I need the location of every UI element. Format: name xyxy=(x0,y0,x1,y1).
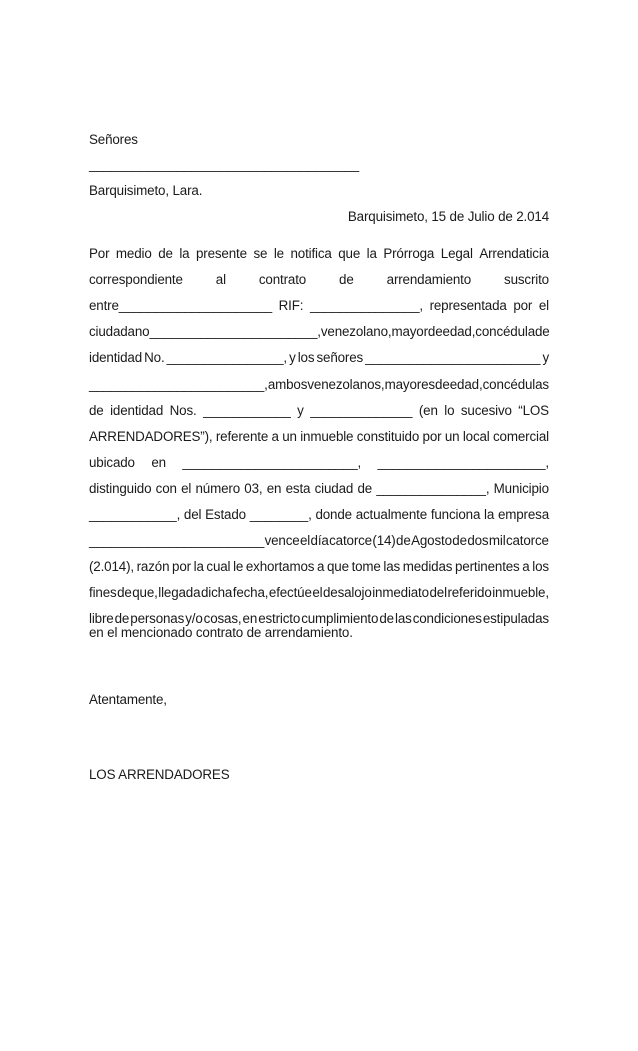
body-word: RIF: xyxy=(278,298,304,314)
body-word: el xyxy=(312,585,323,601)
body-line xyxy=(89,455,549,471)
body-word: se xyxy=(253,246,268,261)
body-word: Prórroga xyxy=(383,246,435,261)
body-word: distinguido xyxy=(89,480,152,496)
body-word: correspondiente xyxy=(89,272,183,288)
body-word: de xyxy=(357,480,373,496)
body-line xyxy=(89,403,549,419)
body-word: cual xyxy=(206,559,231,575)
body-line xyxy=(89,507,549,523)
body-word: por xyxy=(172,559,191,575)
body-line xyxy=(89,429,549,445)
body-word: dos xyxy=(467,533,489,549)
body-word: ubicado xyxy=(89,454,135,470)
body-line xyxy=(89,350,549,366)
body-word: entre_____________________ xyxy=(89,298,273,314)
body-word: señores xyxy=(316,350,364,366)
body-word: en xyxy=(266,480,282,496)
body-word: desalojo xyxy=(322,585,372,601)
body-word: en xyxy=(151,454,166,470)
body-word: ciudad xyxy=(314,480,354,496)
body-word: personas xyxy=(130,611,185,627)
body-word: los xyxy=(297,350,315,366)
body-word: _______________________, xyxy=(377,454,549,470)
body-word: suscrito xyxy=(504,272,549,288)
body-word: catorce xyxy=(329,533,372,549)
body-word: lo xyxy=(444,402,455,418)
body-word: de xyxy=(89,402,104,418)
body-word: empresa xyxy=(497,507,549,522)
body-line xyxy=(89,298,549,314)
body-line xyxy=(89,585,549,601)
body-word: las xyxy=(395,611,412,627)
body-word: libre xyxy=(89,611,114,627)
body-word: Agosto xyxy=(411,533,452,549)
body-word: ambos xyxy=(267,376,308,392)
body-word: ________________________ xyxy=(89,533,265,549)
city-address: Barquisimeto, Lara. xyxy=(89,183,203,198)
body-word: de xyxy=(427,324,443,340)
recipient-blank: _____________________________________ xyxy=(89,157,359,172)
body-word: ______________ xyxy=(310,402,413,418)
body-word: condiciones xyxy=(412,611,482,627)
body-word: constituido xyxy=(356,428,420,444)
body-word: con xyxy=(482,376,504,392)
body-word: inmueble xyxy=(300,428,354,444)
body-word: y xyxy=(542,350,549,366)
body-word: catorce xyxy=(505,533,549,549)
body-word: de xyxy=(158,246,173,261)
body-word: y xyxy=(289,350,296,366)
body-word: ciudadano xyxy=(89,324,150,340)
body-word: de xyxy=(339,272,354,288)
body-word: día xyxy=(310,533,329,549)
body-word: de xyxy=(535,324,550,340)
body-word: ____________ xyxy=(203,402,291,418)
body-word: funciona xyxy=(430,507,481,522)
body-word: edad, xyxy=(442,324,476,340)
body-word: por xyxy=(513,298,533,314)
body-word: ________________________, xyxy=(182,454,362,470)
body-word: Nos. xyxy=(169,402,197,418)
body-word: ________________________ xyxy=(365,350,541,366)
body-word: por xyxy=(422,428,442,444)
body-word: estipuladas xyxy=(482,611,549,627)
body-word: mil xyxy=(488,533,506,549)
body-word: (2.014), xyxy=(89,559,134,575)
body-word: el xyxy=(538,298,549,314)
salutation: Señores xyxy=(89,132,138,147)
body-word: ________________________, xyxy=(89,376,268,392)
body-word: del xyxy=(183,507,202,522)
body-word: le xyxy=(233,559,244,575)
body-word: ARRENDADORES”), xyxy=(89,428,213,444)
body-word: No. xyxy=(144,350,165,366)
body-word: fecha, xyxy=(232,585,269,601)
body-word: Legal xyxy=(440,246,473,261)
body-word: y xyxy=(297,402,304,418)
body-word: razón xyxy=(136,559,170,575)
body-word: contrato xyxy=(258,272,307,288)
body-word: al xyxy=(215,272,226,288)
body-word: vence xyxy=(264,533,300,549)
body-word: mayor xyxy=(391,324,428,340)
body-word: a xyxy=(317,559,325,575)
closing: Atentamente, xyxy=(89,692,167,707)
body-word: con xyxy=(475,324,497,340)
body-word: la xyxy=(179,246,190,261)
body-word: estricto xyxy=(258,611,301,627)
body-word: referido xyxy=(447,585,492,601)
body-word: venezolano, xyxy=(320,324,392,340)
body-word: ____________, xyxy=(89,507,181,522)
body-word: ________________, xyxy=(166,350,287,366)
body-word: tome xyxy=(351,559,381,575)
body-word: llegada xyxy=(158,585,201,601)
body-word: el xyxy=(181,480,192,496)
body-word: cédula xyxy=(496,324,535,340)
body-word: dicha xyxy=(200,585,233,601)
body-word: un xyxy=(282,428,297,444)
body-word: Arrendaticia xyxy=(479,246,549,261)
body-word: identidad xyxy=(110,402,164,418)
body-word: en xyxy=(242,611,258,627)
body-word: y/o xyxy=(185,611,203,627)
body-word: Por xyxy=(89,246,110,261)
body-word: efectúe xyxy=(268,585,312,601)
body-word: _______________, xyxy=(376,480,490,496)
body-word: de xyxy=(396,533,411,549)
body-word: venezolanos, xyxy=(307,376,385,392)
body-word: le xyxy=(273,246,284,261)
body-word: número xyxy=(195,480,240,496)
body-word: que, xyxy=(132,585,158,601)
body-word: inmediato xyxy=(372,585,429,601)
body-word: la xyxy=(366,246,377,261)
body-word: exhortamos xyxy=(245,559,315,575)
body-word: de xyxy=(452,533,467,549)
body-word: con xyxy=(155,480,177,496)
body-word: mayores xyxy=(384,376,435,392)
body-line xyxy=(89,324,549,340)
body-line xyxy=(89,559,549,575)
body-word: que xyxy=(338,246,361,261)
body-word: a xyxy=(522,559,530,575)
body-word: inmueble, xyxy=(492,585,549,601)
body-word: del xyxy=(429,585,447,601)
body-word: de xyxy=(117,585,132,601)
body-word: cédulas xyxy=(503,376,549,392)
body-word: cumplimiento xyxy=(301,611,379,627)
body-word: identidad xyxy=(89,350,143,366)
body-word: Municipio xyxy=(493,480,549,496)
body-word: local xyxy=(462,428,490,444)
body-word: _______________, xyxy=(309,298,423,314)
body-word: ________, xyxy=(249,507,312,522)
body-word: de xyxy=(435,376,450,392)
body-word: la xyxy=(193,559,204,575)
body-word: que xyxy=(326,559,349,575)
body-word: 03, xyxy=(244,480,263,496)
body-word: _______________________, xyxy=(149,324,321,340)
body-line xyxy=(89,377,549,393)
body-word: esta xyxy=(285,480,311,496)
date-line: Barquisimeto, 15 de Julio de 2.014 xyxy=(347,209,549,224)
body-word: a xyxy=(271,428,279,444)
body-word: de xyxy=(114,611,130,627)
body-word: edad, xyxy=(449,376,483,392)
body-word: (en xyxy=(418,402,438,418)
body-word: de xyxy=(379,611,394,627)
body-word: pertinentes xyxy=(455,559,520,575)
body-word: sucesivo xyxy=(460,402,512,418)
body-word: cosas, xyxy=(203,611,242,627)
body-last-line: en el mencionado contrato de arrendamiento. xyxy=(89,625,353,640)
body-word: Estado xyxy=(205,507,246,522)
body-line xyxy=(89,272,549,288)
body-word: referente xyxy=(215,428,269,444)
body-word: comercial xyxy=(493,428,549,444)
body-word: representada xyxy=(429,298,507,314)
body-word: un xyxy=(444,428,460,444)
signature: LOS ARRENDADORES xyxy=(89,767,230,782)
body-word: las xyxy=(383,559,401,575)
body-word: arrendamiento xyxy=(386,272,472,288)
body-word: presente xyxy=(195,246,247,261)
body-word: notifica xyxy=(290,246,332,261)
body-word: medio xyxy=(115,246,152,261)
body-line xyxy=(89,481,549,497)
body-line xyxy=(89,246,549,262)
body-word: medidas xyxy=(402,559,453,575)
body-line xyxy=(89,533,549,549)
body-word: (14) xyxy=(372,533,396,549)
body-word: los xyxy=(532,559,549,575)
body-word: donde xyxy=(315,507,352,522)
body-word: actualmente xyxy=(355,507,428,522)
body-word: “LOS xyxy=(518,402,549,418)
body-word: fines xyxy=(89,585,117,601)
body-word: el xyxy=(299,533,311,549)
body-word: la xyxy=(484,507,495,522)
